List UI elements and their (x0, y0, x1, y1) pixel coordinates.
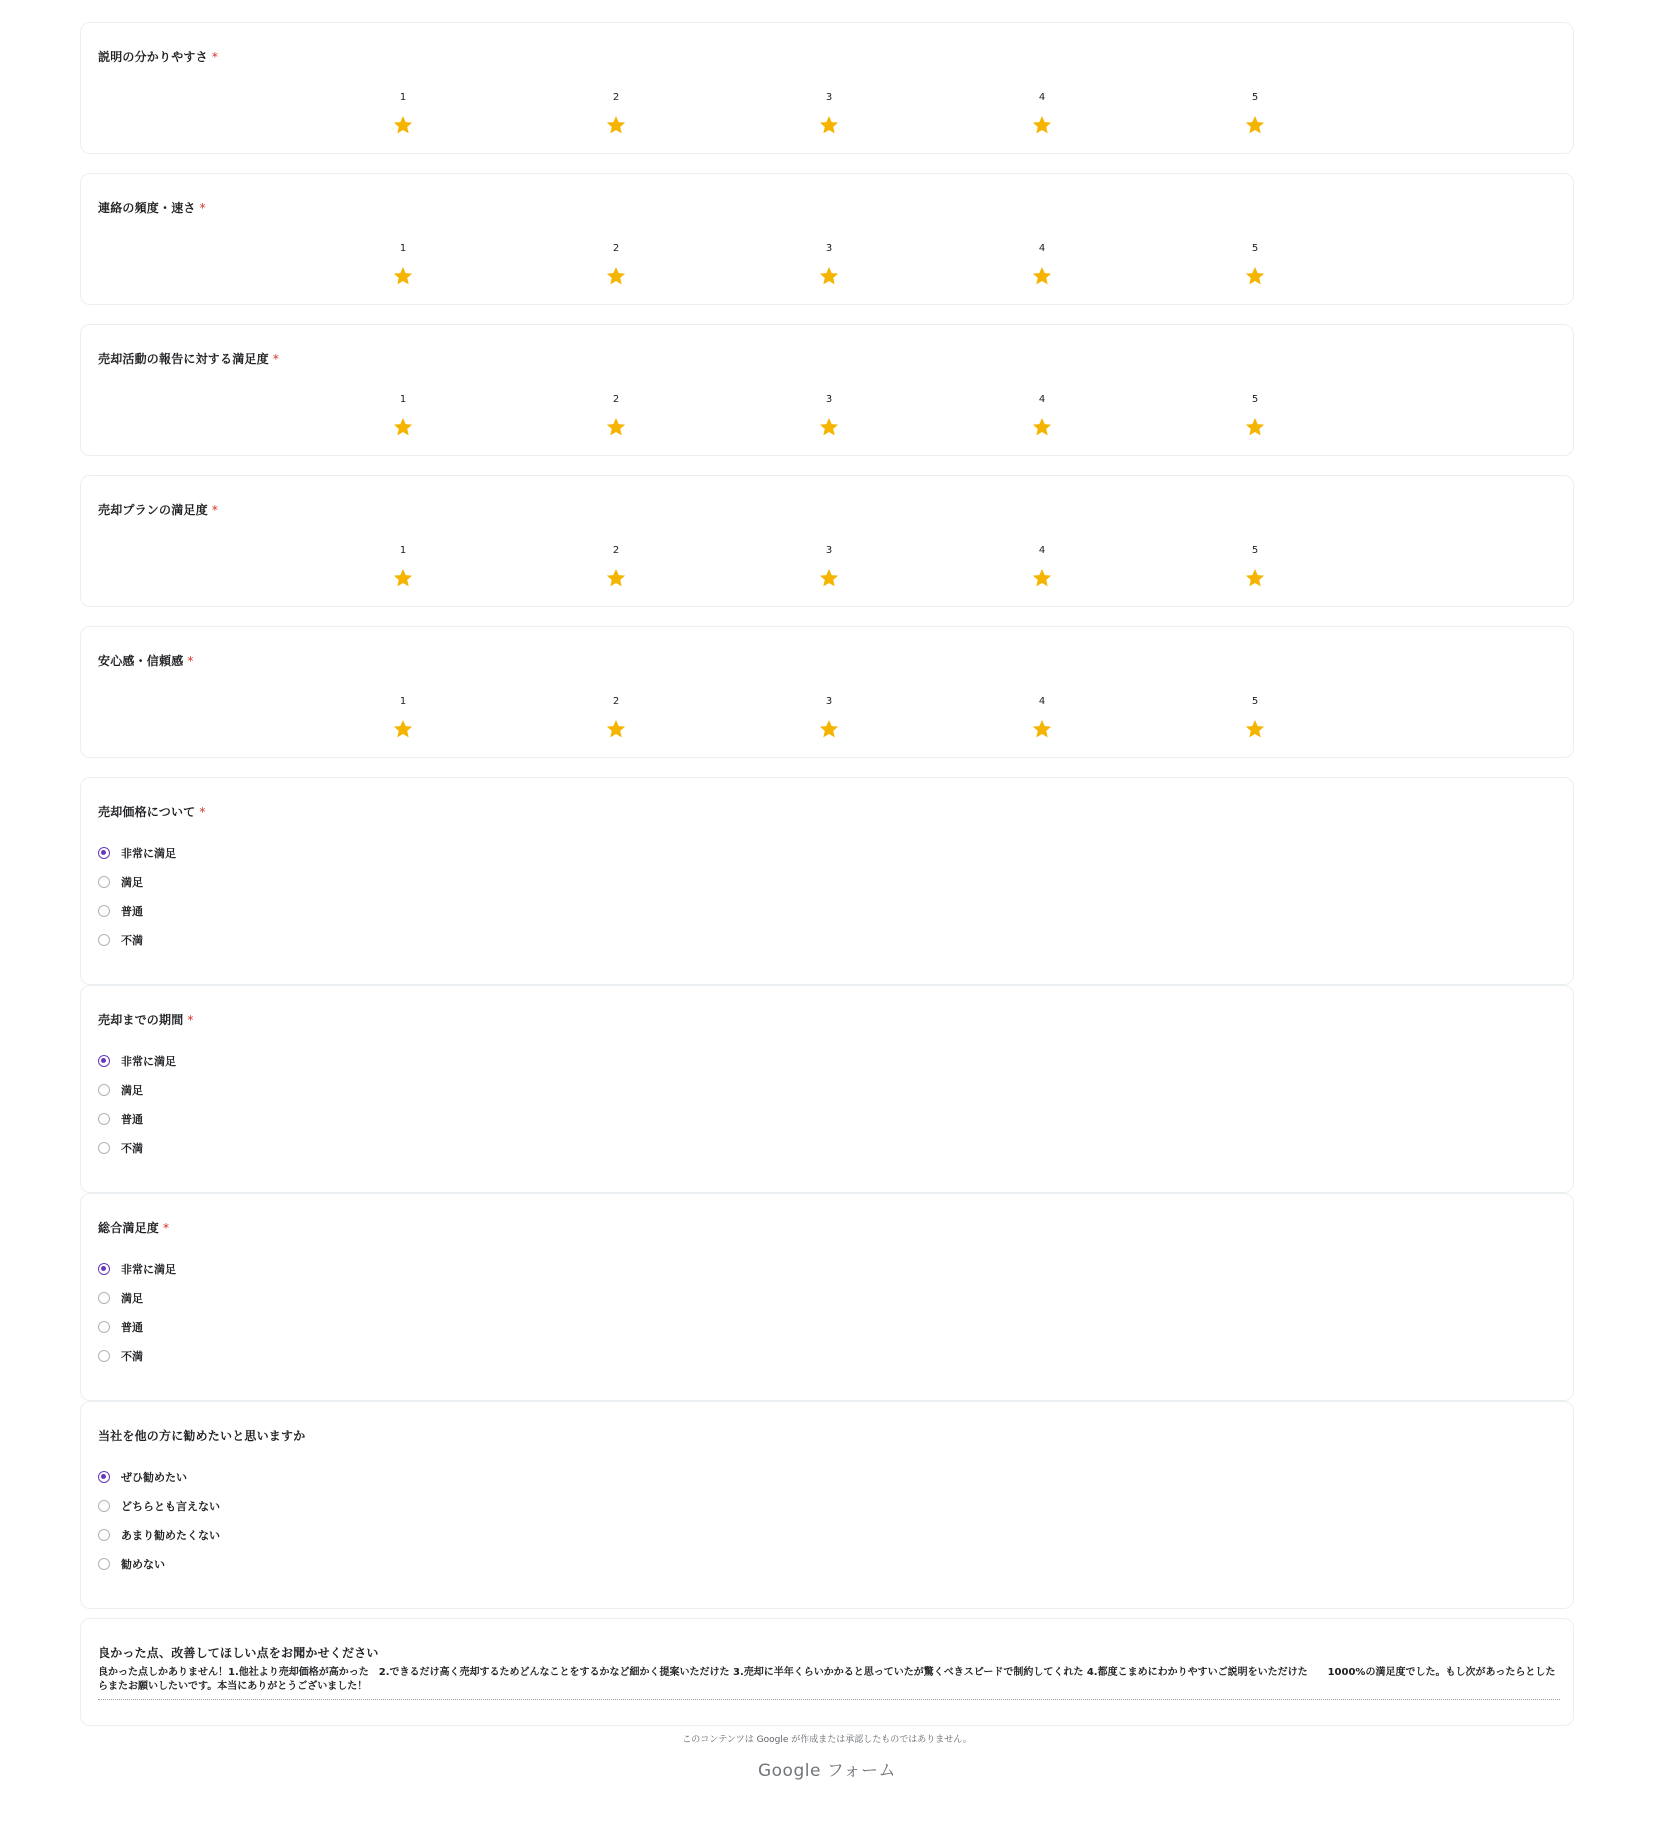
rating-option-5[interactable] (1225, 92, 1285, 136)
radio-option[interactable] (98, 1496, 220, 1516)
scale-label: 4 (1038, 92, 1046, 103)
scale-label: 1 (399, 243, 407, 254)
star-icon[interactable] (605, 114, 627, 136)
radio-button[interactable] (98, 1055, 110, 1067)
choice-question-card (80, 1401, 1574, 1609)
scale-label: 3 (825, 394, 833, 405)
radio-option[interactable] (98, 1288, 143, 1308)
scale-label: 3 (825, 696, 833, 707)
scale-label: 2 (612, 92, 620, 103)
star-icon[interactable] (818, 567, 840, 589)
question-title: 総合満足度 * (98, 1221, 170, 1235)
radio-option[interactable] (98, 1138, 143, 1158)
scale-label: 2 (612, 696, 620, 707)
choice-question-card (80, 777, 1574, 985)
radio-option[interactable] (98, 930, 143, 950)
choice-question-card (80, 985, 1574, 1193)
star-icon[interactable] (605, 416, 627, 438)
star-icon[interactable] (392, 265, 414, 287)
scale-label: 3 (825, 243, 833, 254)
rating-question-card (80, 173, 1574, 305)
rating-option-5[interactable] (1225, 243, 1285, 287)
star-icon[interactable] (1244, 718, 1266, 740)
radio-button[interactable] (98, 1084, 110, 1096)
option-label: ぜひ勧めたい (121, 1471, 187, 1484)
rating-option-4[interactable] (1012, 545, 1072, 589)
radio-button[interactable] (98, 905, 110, 917)
choice-question-card (80, 1193, 1574, 1401)
rating-option-5[interactable] (1225, 394, 1285, 438)
radio-button[interactable] (98, 1113, 110, 1125)
rating-option-1[interactable] (373, 394, 433, 438)
question-title: 安心感・信頼感 * (98, 654, 194, 668)
star-icon[interactable] (1244, 416, 1266, 438)
required-mark: * (199, 201, 206, 215)
rating-option-5[interactable] (1225, 696, 1285, 740)
star-icon[interactable] (818, 718, 840, 740)
radio-option[interactable] (98, 1317, 143, 1337)
rating-option-4[interactable] (1012, 394, 1072, 438)
radio-option[interactable] (98, 872, 143, 892)
radio-button[interactable] (98, 1500, 110, 1512)
radio-option[interactable] (98, 1080, 143, 1100)
question-title: 売却価格について * (98, 805, 206, 819)
star-icon[interactable] (818, 114, 840, 136)
radio-button[interactable] (98, 1263, 110, 1275)
footer-disclaimer: このコンテンツは Google が作成または承認したものではありません。 (682, 1735, 972, 1745)
option-label: 不満 (121, 1142, 143, 1155)
star-icon[interactable] (605, 718, 627, 740)
star-icon[interactable] (1244, 114, 1266, 136)
feedback-question-card (80, 1618, 1574, 1726)
scale-label: 3 (825, 545, 833, 556)
rating-option-4[interactable] (1012, 243, 1072, 287)
rating-question-card (80, 324, 1574, 456)
radio-button[interactable] (98, 934, 110, 946)
star-icon[interactable] (1031, 567, 1053, 589)
scale-label: 5 (1251, 243, 1259, 254)
scale-label: 4 (1038, 394, 1046, 405)
option-label: 非常に満足 (121, 1263, 176, 1276)
star-icon[interactable] (818, 416, 840, 438)
question-title: 当社を他の方に勧めたいと思いますか (98, 1429, 306, 1443)
radio-option[interactable] (98, 1259, 176, 1279)
rating-option-4[interactable] (1012, 92, 1072, 136)
radio-button[interactable] (98, 847, 110, 859)
radio-button[interactable] (98, 1350, 110, 1362)
radio-button[interactable] (98, 1558, 110, 1570)
required-mark: * (272, 352, 280, 366)
option-label: どちらとも言えない (121, 1500, 220, 1513)
rating-option-1[interactable] (373, 545, 433, 589)
question-title: 良かった点、改善してほしい点をお聞かせください (98, 1646, 379, 1660)
rating-option-3[interactable] (799, 394, 859, 438)
star-icon[interactable] (1244, 567, 1266, 589)
scale-label: 5 (1251, 696, 1259, 707)
option-label: 非常に満足 (121, 847, 176, 860)
rating-option-3[interactable] (799, 92, 859, 136)
star-icon[interactable] (1031, 265, 1053, 287)
scale-label: 2 (612, 394, 620, 405)
required-mark: * (163, 1221, 170, 1235)
scale-label: 5 (1251, 545, 1259, 556)
option-label: 非常に満足 (121, 1055, 176, 1068)
radio-option[interactable] (98, 1346, 143, 1366)
rating-option-1[interactable] (373, 696, 433, 740)
rating-option-2[interactable] (586, 243, 646, 287)
rating-option-5[interactable] (1225, 545, 1285, 589)
radio-option[interactable] (98, 1554, 165, 1574)
radio-option[interactable] (98, 1525, 220, 1545)
rating-option-2[interactable] (586, 696, 646, 740)
radio-button[interactable] (98, 1142, 110, 1154)
google-forms-logo[interactable]: Google フォーム (757, 1761, 896, 1781)
option-label: 満足 (121, 876, 143, 889)
option-label: あまり勧めたくない (121, 1529, 220, 1542)
radio-button[interactable] (98, 1292, 110, 1304)
radio-option[interactable] (98, 1109, 143, 1129)
required-mark: * (211, 50, 219, 64)
scale-label: 2 (612, 545, 620, 556)
option-label: 普通 (121, 905, 143, 918)
option-label: 満足 (121, 1292, 143, 1305)
scale-label: 1 (399, 394, 407, 405)
question-title: 売却までの期間 * (98, 1013, 194, 1027)
star-icon[interactable] (818, 265, 840, 287)
question-title: 売却活動の報告に対する満足度 * (98, 352, 280, 366)
radio-button[interactable] (98, 1471, 110, 1483)
required-mark: * (211, 503, 219, 517)
scale-label: 1 (399, 545, 407, 556)
required-mark: * (187, 1013, 194, 1027)
rating-option-4[interactable] (1012, 696, 1072, 740)
radio-button[interactable] (98, 1529, 110, 1541)
option-label: 普通 (121, 1321, 143, 1334)
star-icon[interactable] (605, 567, 627, 589)
radio-button[interactable] (98, 1321, 110, 1333)
star-icon[interactable] (1031, 718, 1053, 740)
rating-option-3[interactable] (799, 243, 859, 287)
rating-question-card (80, 22, 1574, 154)
scale-label: 5 (1251, 92, 1259, 103)
option-label: 普通 (121, 1113, 143, 1126)
rating-question-card (80, 626, 1574, 758)
radio-option[interactable] (98, 1467, 187, 1487)
option-label: 不満 (121, 934, 143, 947)
star-icon[interactable] (392, 114, 414, 136)
scale-label: 4 (1038, 545, 1046, 556)
star-icon[interactable] (1031, 114, 1053, 136)
scale-label: 3 (825, 92, 833, 103)
required-mark: * (187, 654, 194, 668)
radio-option[interactable] (98, 1051, 176, 1071)
required-mark: * (199, 805, 206, 819)
star-icon[interactable] (605, 265, 627, 287)
rating-option-2[interactable] (586, 92, 646, 136)
rating-option-2[interactable] (586, 394, 646, 438)
scale-label: 1 (399, 696, 407, 707)
scale-label: 5 (1251, 394, 1259, 405)
option-label: 勧めない (121, 1558, 165, 1571)
scale-label: 1 (399, 92, 407, 103)
option-label: 不満 (121, 1350, 143, 1363)
radio-button[interactable] (98, 876, 110, 888)
rating-option-3[interactable] (799, 696, 859, 740)
option-label: 満足 (121, 1084, 143, 1097)
star-icon[interactable] (392, 416, 414, 438)
star-icon[interactable] (1244, 265, 1266, 287)
question-title: 説明の分かりやすさ * (98, 50, 219, 64)
question-title: 連絡の頻度・速さ * (98, 201, 206, 215)
radio-option[interactable] (98, 901, 143, 921)
star-icon[interactable] (1031, 416, 1053, 438)
rating-question-card (80, 475, 1574, 607)
scale-label: 4 (1038, 243, 1046, 254)
scale-label: 4 (1038, 696, 1046, 707)
question-title: 売却プランの満足度 * (98, 503, 219, 517)
radio-option[interactable] (98, 843, 176, 863)
rating-option-1[interactable] (373, 243, 433, 287)
rating-option-2[interactable] (586, 545, 646, 589)
rating-option-1[interactable] (373, 92, 433, 136)
rating-option-3[interactable] (799, 545, 859, 589)
star-icon[interactable] (392, 567, 414, 589)
feedback-answer-field[interactable]: 良かった点しかありません！1.他社より売却価格が高かった 2.できるだけ高く売却するためどんなことをするかなど細かく提案いただけた 3.売却に半年くらいかかると思っていたが驚くべきスピードで制約してくれた 4.都度こまめにわかりやすいご説明をいただけた 1000%の満足度でした。もし次があったらとしたらまたお願いしたいです。本当にありがとうございました！ (98, 1666, 1560, 1700)
star-icon[interactable] (392, 718, 414, 740)
scale-label: 2 (612, 243, 620, 254)
